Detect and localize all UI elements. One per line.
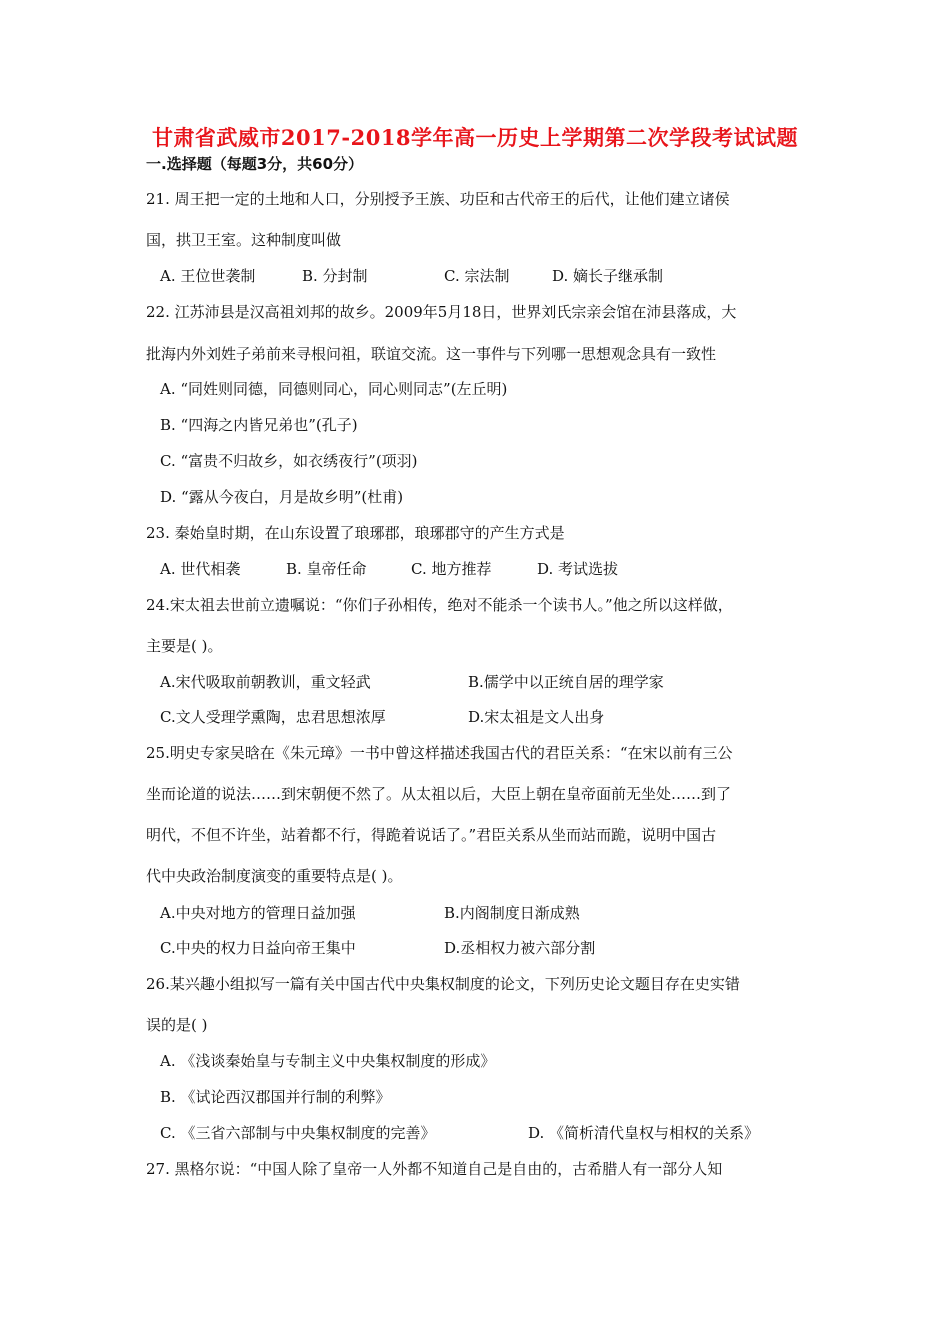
option-a: A. 王位世袭制 <box>160 267 256 285</box>
question-23-line-1: 23. 秦始皇时期，在山东设置了琅琊郡，琅琊郡守的产生方式是 <box>146 524 565 542</box>
option-d: D. “露从今夜白，月是故乡明”(杜甫) <box>160 488 404 506</box>
option-b: B. 《试论西汉郡国并行制的利弊》 <box>160 1088 391 1106</box>
question-25-line-2: 坐而论道的说法……到宋朝便不然了。从太祖以后，大臣上朝在皇帝面前无坐处……到了 <box>146 785 732 803</box>
page-title: 甘肃省武威市2017-2018学年高一历史上学期第二次学段考试试题 <box>151 125 799 150</box>
option-c: C. “富贵不归故乡，如衣绣夜行”(项羽) <box>160 452 418 470</box>
question-22-line-2: 批海内外刘姓子弟前来寻根问祖，联谊交流。这一事件与下列哪一思想观念具有一致性 <box>146 345 717 363</box>
option-b: B.内阁制度日渐成熟 <box>444 904 580 922</box>
option-a: A.中央对地方的管理日益加强 <box>160 904 356 922</box>
option-b: B. 皇帝任命 <box>286 560 367 578</box>
question-25-line-4: 代中央政治制度演变的重要特点是( )。 <box>146 867 403 885</box>
option-a: A. 《浅谈秦始皇与专制主义中央集权制度的形成》 <box>160 1052 496 1070</box>
option-a: A. “同姓则同德，同德则同心，同心则同志”(左丘明) <box>160 380 508 398</box>
question-24-line-1: 24.宋太祖去世前立遗嘱说：“你们子孙相传，绝对不能杀一个读书人。”他之所以这样做， <box>146 596 733 614</box>
option-c: C.中央的权力日益向帝王集中 <box>160 939 356 957</box>
question-26-line-2: 误的是( ) <box>146 1016 208 1034</box>
option-b: B.儒学中以正统自居的理学家 <box>468 673 664 691</box>
question-26-line-1: 26.某兴趣小组拟写一篇有关中国古代中央集权制度的论文，下列历史论文题目存在史实错 <box>146 975 740 993</box>
question-22-line-1: 22. 江苏沛县是汉高祖刘邦的故乡。2009年5月18日，世界刘氏宗亲会馆在沛县落成，大 <box>146 303 737 321</box>
option-a: A. 世代相袭 <box>160 560 241 578</box>
option-d: D. 嫡长子继承制 <box>552 267 664 285</box>
option-d: D.丞相权力被六部分割 <box>444 939 596 957</box>
option-c: C.文人受理学熏陶，忠君思想浓厚 <box>160 708 386 726</box>
option-a: A.宋代吸取前朝教训，重文轻武 <box>160 673 371 691</box>
option-b: B. “四海之内皆兄弟也”(孔子) <box>160 416 358 434</box>
question-21-line-2: 国，拱卫王室。这种制度叫做 <box>146 231 342 249</box>
option-d: D. 考试选拔 <box>537 560 619 578</box>
question-27-line-1: 27. 黑格尔说：“中国人除了皇帝一人外都不知道自己是自由的，古希腊人有一部分人知 <box>146 1160 723 1178</box>
option-c: C. 宗法制 <box>444 267 510 285</box>
option-c: C. 《三省六部制与中央集权制度的完善》 <box>160 1124 436 1142</box>
option-d: D. 《简析清代皇权与相权的关系》 <box>528 1124 760 1142</box>
question-25-line-1: 25.明史专家吴晗在《朱元璋》一书中曾这样描述我国古代的君臣关系：“在宋以前有三公 <box>146 744 733 762</box>
option-c: C. 地方推荐 <box>411 560 492 578</box>
question-25-line-3: 明代，不但不许坐，站着都不行，得跪着说话了。”君臣关系从坐而站而跪，说明中国古 <box>146 826 717 844</box>
question-21-line-1: 21. 周王把一定的土地和人口，分别授予王族、功臣和古代帝王的后代，让他们建立诸侯 <box>146 190 730 208</box>
option-d: D.宋太祖是文人出身 <box>468 708 605 726</box>
section-heading: 一.选择题（每题3分，共60分） <box>146 155 364 173</box>
option-b: B. 分封制 <box>302 267 368 285</box>
question-24-line-2: 主要是( )。 <box>146 637 223 655</box>
